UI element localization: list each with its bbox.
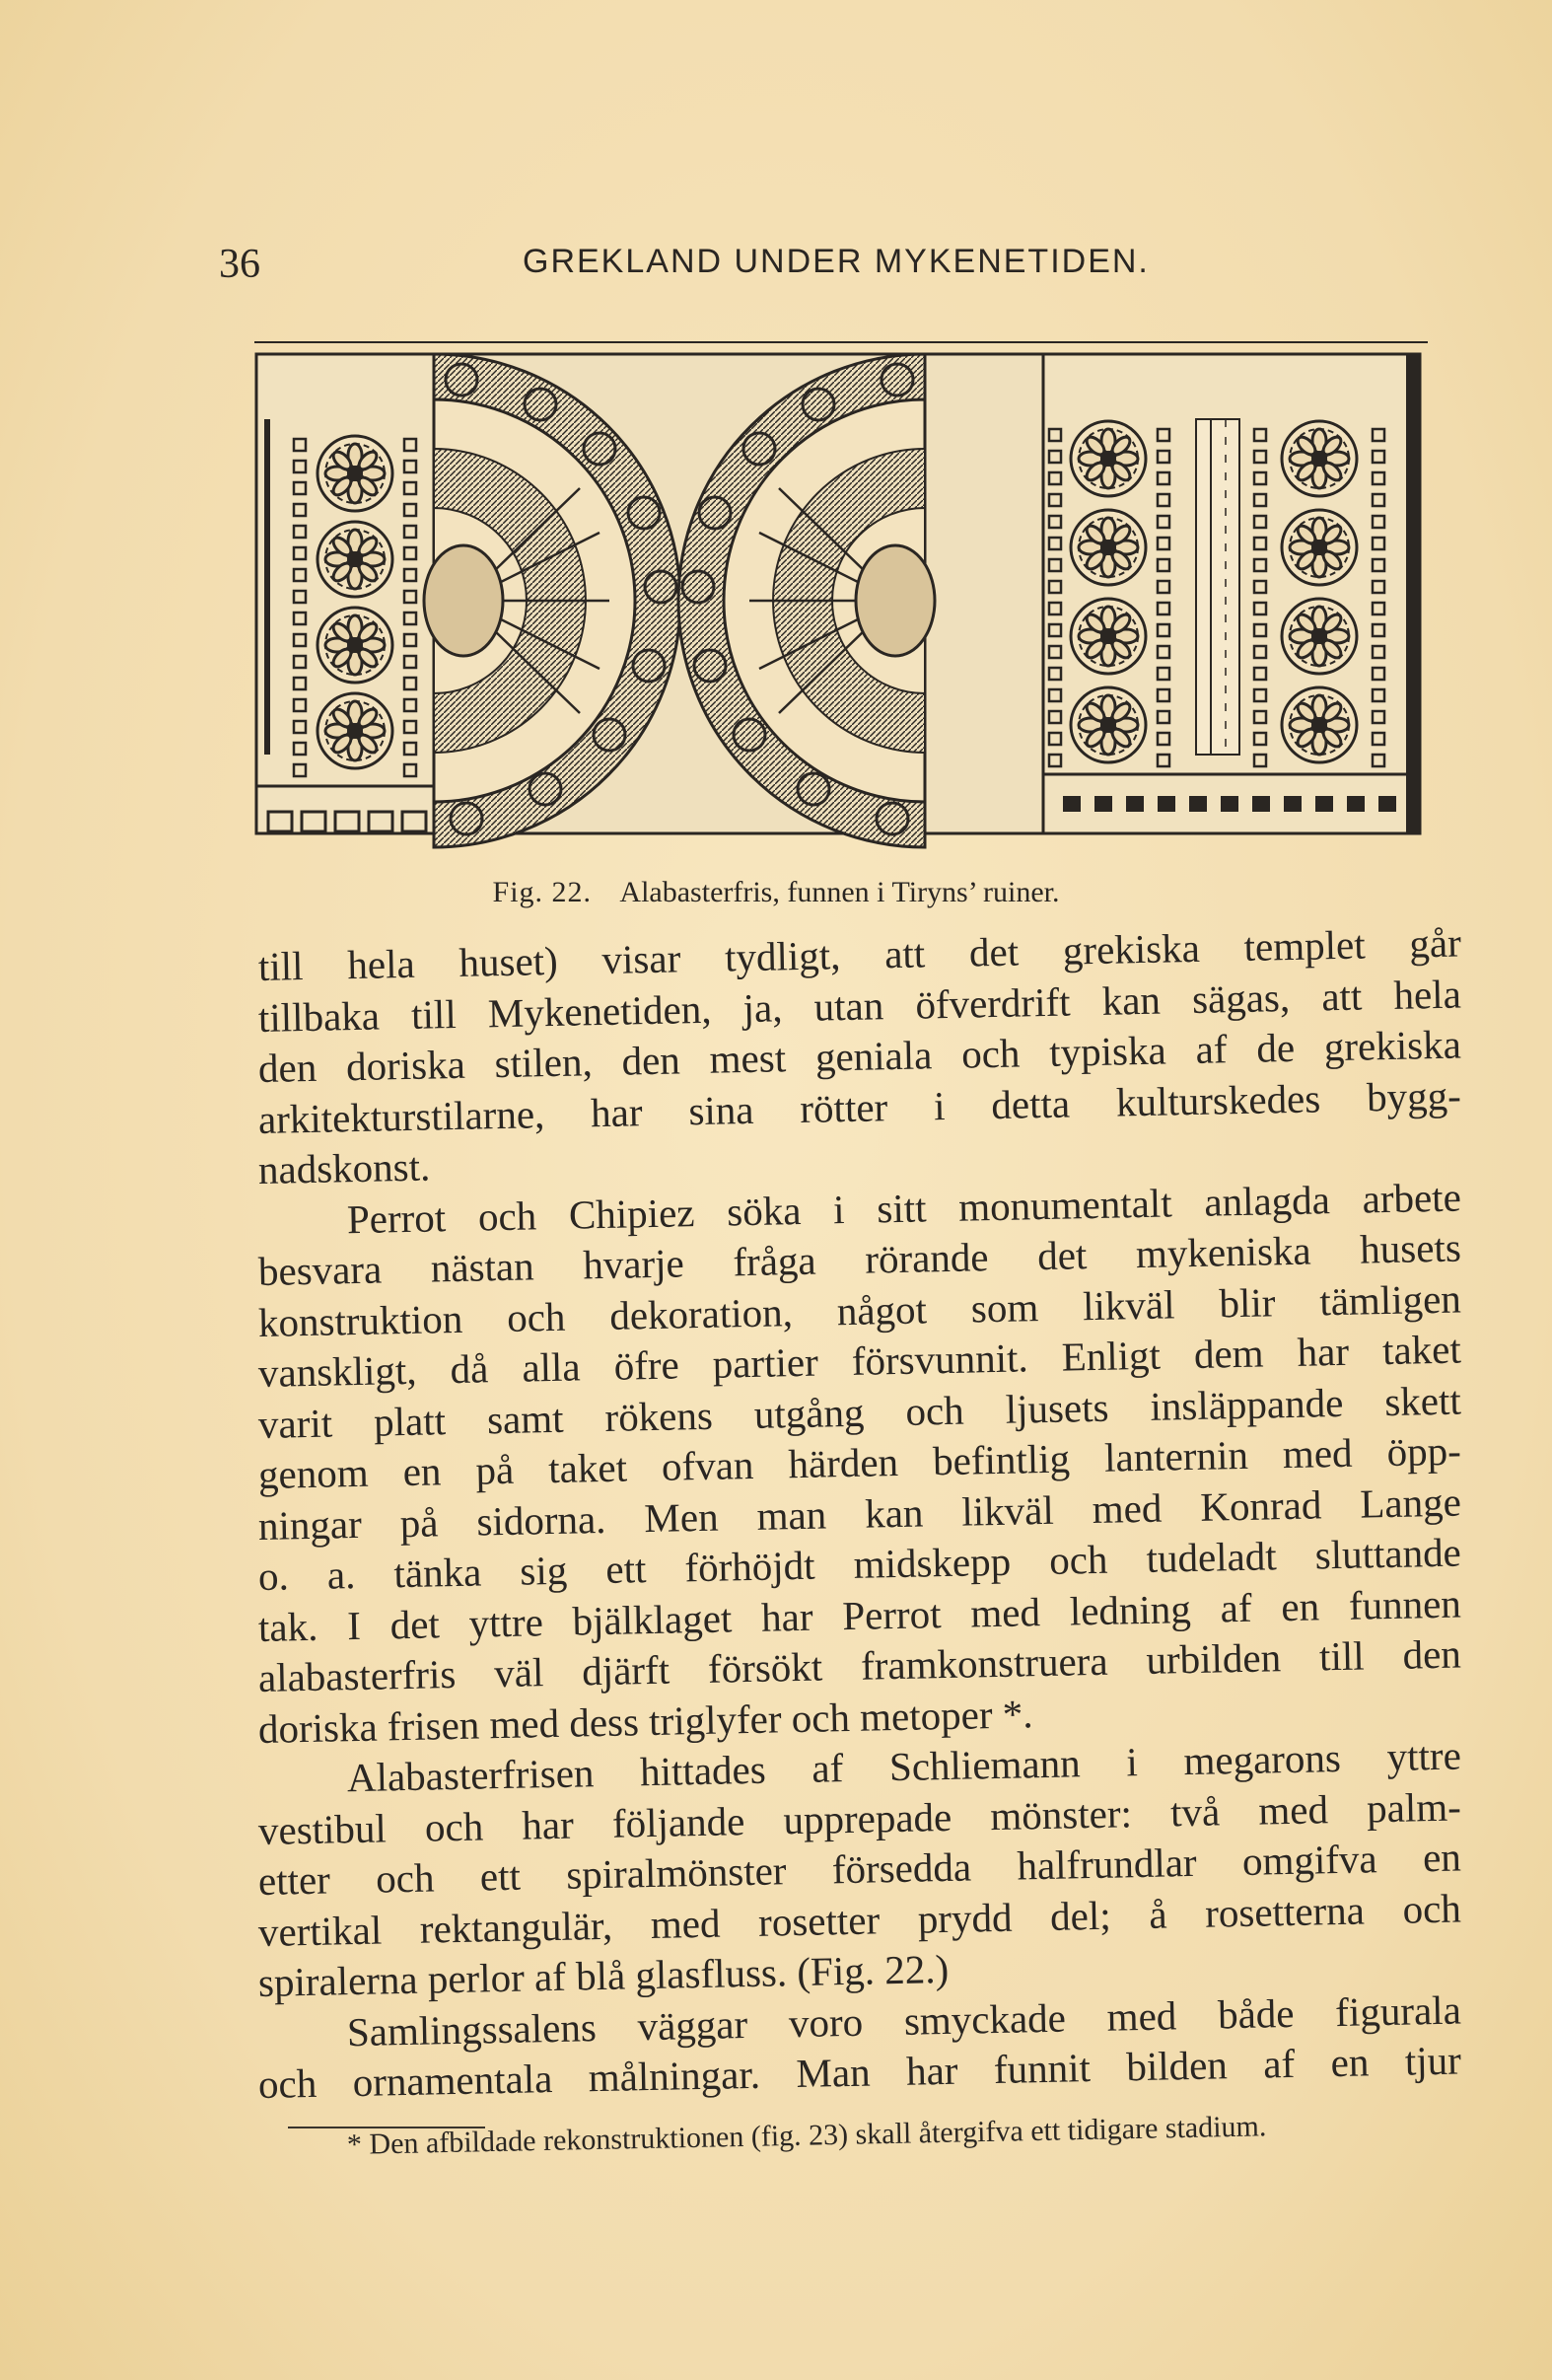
text-line: doriska frisen med dess triglyfer och metoper *.	[257, 1690, 1033, 1752]
text-line: varit platt samt rökens utgång och ljusets insläppande skett	[257, 1377, 1462, 1447]
text-line: besvara nästan hvarje fråga rörande det mykeniska husets	[257, 1224, 1462, 1294]
footnote: * Den afbildade rekonstruktionen (fig. 23) skall återgifva ett tidigare stadium.	[346, 2110, 1267, 2161]
text-line: Samlingssalens väggar voro smyckade med både figurala	[346, 1986, 1462, 2055]
right-rosette-panel	[1043, 354, 1420, 833]
text-line: alabasterfris väl djärft försökt framkonstruera urbilden till den	[257, 1630, 1462, 1700]
text-line: konstruktion och dekoration, något som likväl blir tämligen	[257, 1275, 1462, 1345]
figure-label: Fig. 22.	[492, 876, 593, 908]
text-line: och ornamentala målningar. Man har funnit bilden af en tjur	[257, 2037, 1462, 2107]
text-line: spiralerna perlor af blå glasfluss. (Fig. 22.)	[257, 1945, 950, 2005]
running-title: GREKLAND UNDER MYKENETIDEN.	[523, 243, 1150, 280]
text-line: den doriska stilen, den mest geniala och typiska af de grekiska	[257, 1021, 1462, 1091]
body-text	[257, 919, 1462, 2111]
text-line: vestibul och har följande upprepade mönster: två med palm-	[257, 1783, 1462, 1853]
left-rosette-panel	[256, 354, 444, 833]
text-line: ningar på sidorna. Men man kan likväl med Konrad Lange	[257, 1478, 1462, 1549]
text-line: vanskligt, då alla öfre partier försvunnit. Enligt dem har taket	[257, 1326, 1462, 1396]
figure-caption-text: Alabasterfris, funnen i Tiryns’ ruiner.	[619, 876, 1060, 908]
figure-caption	[0, 876, 1552, 909]
text-line: till hela huset) visar tydligt, att det grekiska templet går	[257, 919, 1462, 989]
text-line: Alabasterfrisen hittades af Schliemann i megarons yttre	[346, 1732, 1462, 1801]
alabaster-frieze-illustration	[254, 340, 1428, 853]
running-head	[0, 237, 1552, 296]
text-line: o. a. tänka sig ett förhöjdt midskepp och tudeladt sluttande	[257, 1529, 1462, 1599]
text-line: nadskonst.	[257, 1143, 431, 1192]
text-line: etter och ett spiralmönster försedda halfrundlar omgifva en	[257, 1834, 1462, 1904]
text-line: tak. I det yttre bjälklaget har Perrot med ledning af en funnen	[257, 1580, 1462, 1650]
text-line: genom en på taket ofvan härden befintlig lanternin med öpp-	[257, 1427, 1462, 1497]
text-line: tillbaka till Mykenetiden, ja, utan öfverdrift kan sägas, att hela	[257, 971, 1462, 1041]
text-line: Perrot och Chipiez söka i sitt monumentalt anlagda arbete	[346, 1174, 1462, 1242]
text-line: arkitekturstilarne, har sina rötter i detta kulturskedes bygg-	[257, 1072, 1462, 1142]
page-number: 36	[219, 242, 260, 287]
text-line: vertikal rektangulär, med rosetter prydd del; å rosetterna och	[257, 1885, 1462, 1955]
